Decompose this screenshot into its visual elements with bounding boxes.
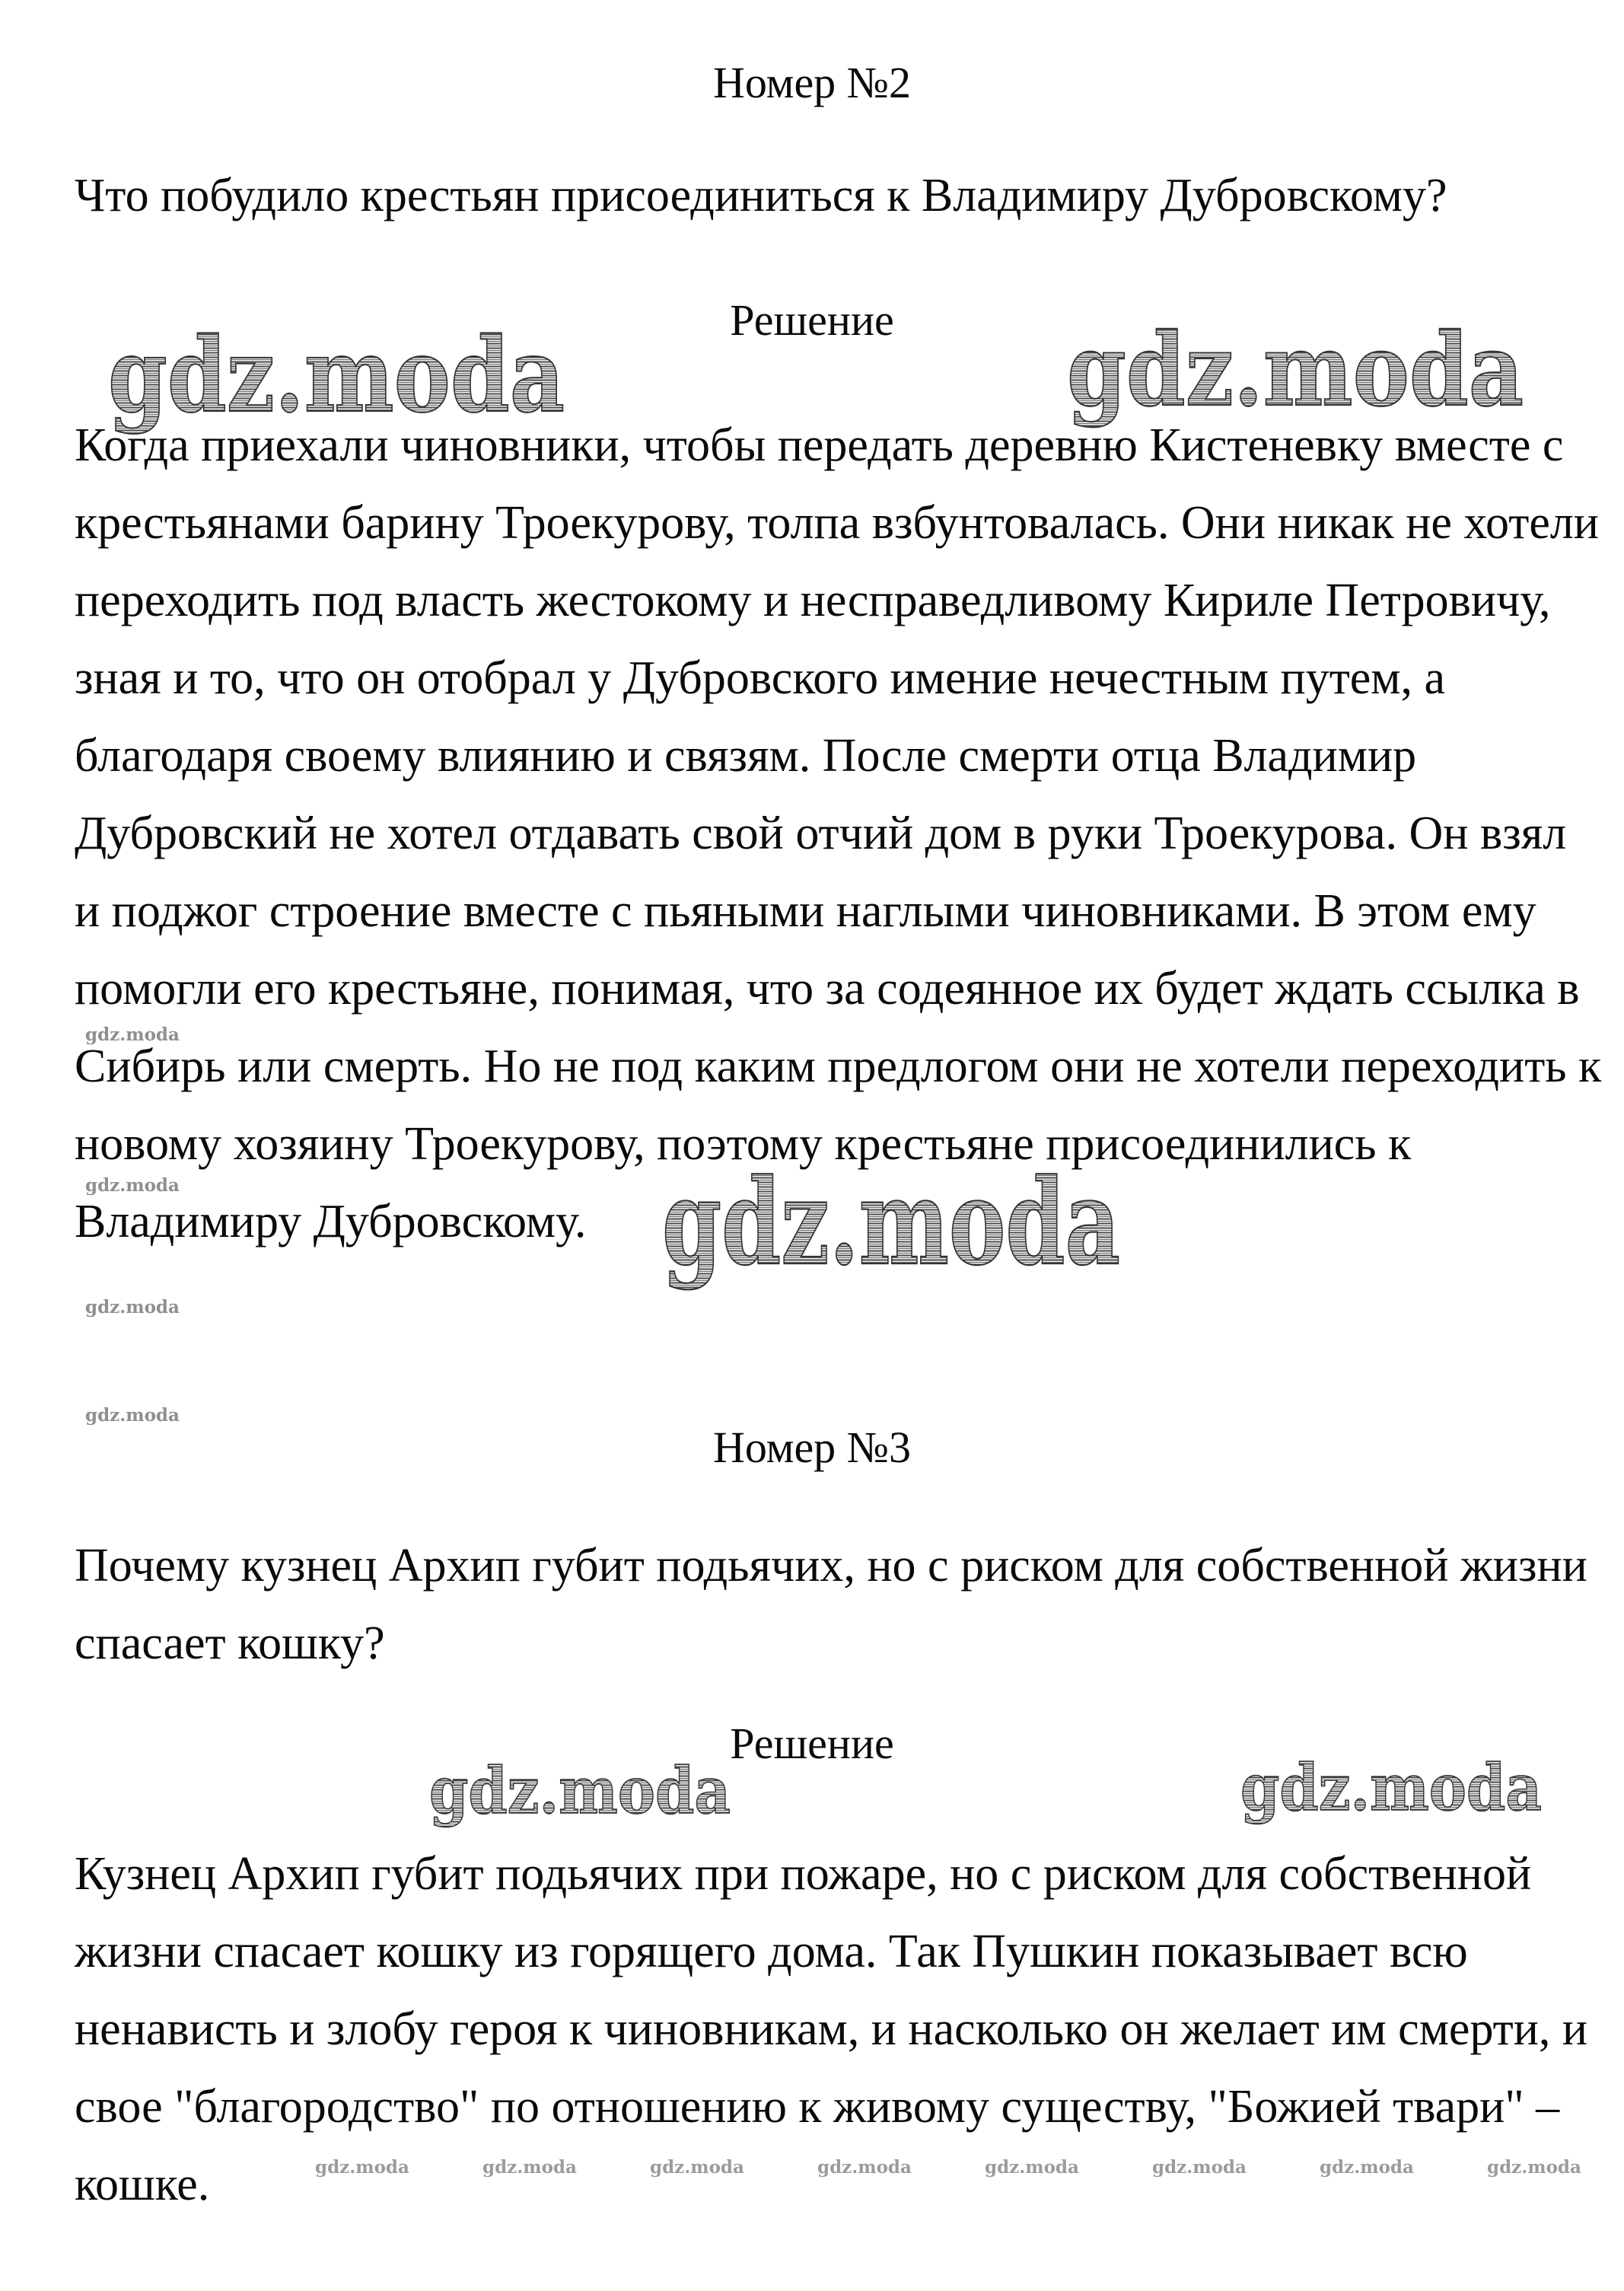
question-1-line: Что побудило крестьян присоединиться к Владимиру Дубровскому? xyxy=(75,170,1447,221)
answer-2-line: жизни спасает кошку из горящего дома. Так Пушкин показывает всю xyxy=(75,1926,1468,1977)
answer-2-line: свое "благородство" по отношению к живому существу, "Божией твари" – xyxy=(75,2081,1560,2133)
watermark-gdz-moda-small: gdz.moda xyxy=(85,1297,180,1318)
svg-text:gdz.moda: gdz.moda xyxy=(662,1152,1120,1292)
solution-heading-1: Решение xyxy=(730,295,894,345)
svg-text:gdz.moda: gdz.moda xyxy=(1067,311,1524,429)
answer-1-line: Дубровский не хотел отдавать свой отчий дом в руки Троекурова. Он взял xyxy=(75,808,1567,859)
answer-1-line: помогли его крестьяне, понимая, что за содеянное их будет ждать ссылка в xyxy=(75,963,1580,1015)
answer-1-line: новому хозяину Троекурову, поэтому крестьяне присоединились к xyxy=(75,1118,1412,1170)
answer-2-line: ненависть и злобу героя к чиновникам, и насколько он желает им смерти, и xyxy=(75,2003,1588,2055)
answer-1-paragraph xyxy=(75,406,1601,1260)
answer-1-line: благодаря своему влиянию и связям. После смерти отца Владимир xyxy=(75,730,1417,782)
question-2-line: спасает кошку? xyxy=(75,1617,385,1669)
watermark-gdz-moda-big-middle xyxy=(661,1154,1155,1321)
svg-text:gdz.moda: gdz.moda xyxy=(429,1753,731,1828)
watermark-gdz-moda-small: gdz.moda xyxy=(85,1175,180,1196)
answer-2-line: Кузнец Архип губит подьячих при пожаре, но с риском для собственной xyxy=(75,1848,1532,1900)
solution-heading-2: Решение xyxy=(730,1719,894,1768)
question-2 xyxy=(75,1527,1587,1682)
task-title-number-3: Номер №3 xyxy=(712,1423,912,1472)
watermark-gdz-moda-small: gdz.moda xyxy=(482,2157,577,2178)
question-2-line: Почему кузнец Архип губит подьячих, но с риском для собственной жизни xyxy=(75,1540,1587,1592)
answer-1-line: Владимиру Дубровскому. xyxy=(75,1196,587,1247)
watermark-gdz-moda-small: gdz.moda xyxy=(1320,2157,1414,2178)
watermark-gdz-moda-small: gdz.moda xyxy=(85,1024,180,1045)
answer-1-line: Сибирь или смерть. Но не под каким предлогом они не хотели переходить к xyxy=(75,1040,1602,1092)
watermark-gdz-moda-small: gdz.moda xyxy=(817,2157,912,2178)
question-1 xyxy=(75,157,1447,234)
watermark-gdz-moda-medium-right xyxy=(1239,1749,1566,1840)
watermark-gdz-moda-small: gdz.moda xyxy=(650,2157,744,2178)
answer-1-line: зная и то, что он отобрал у Дубровского имение нечестным путем, а xyxy=(75,652,1446,704)
watermark-gdz-moda-small: gdz.moda xyxy=(315,2157,409,2178)
answer-1-line: Когда приехали чиновники, чтобы передать деревню Кистеневку вместе с xyxy=(75,419,1564,471)
watermark-gdz-moda-small: gdz.moda xyxy=(85,1405,180,1426)
svg-text:gdz.moda: gdz.moda xyxy=(108,314,565,435)
svg-text:gdz.moda: gdz.moda xyxy=(1240,1750,1542,1825)
answer-2-line: кошке. xyxy=(75,2159,210,2210)
answer-1-line: переходить под власть жестокому и несправедливому Кириле Петровичу, xyxy=(75,575,1551,626)
watermark-gdz-moda-small: gdz.moda xyxy=(1487,2157,1581,2178)
watermark-gdz-moda-medium-left xyxy=(428,1752,755,1843)
answer-1-line: крестьянами барину Троекурову, толпа взбунтовалась. Они никак не хотели xyxy=(75,497,1599,549)
task-title-number-2: Номер №2 xyxy=(712,58,912,107)
answer-1-line: и поджог строение вместе с пьяными наглыми чиновниками. В этом ему xyxy=(75,885,1536,937)
watermark-gdz-moda-small: gdz.moda xyxy=(985,2157,1079,2178)
watermark-gdz-moda-small: gdz.moda xyxy=(1152,2157,1247,2178)
